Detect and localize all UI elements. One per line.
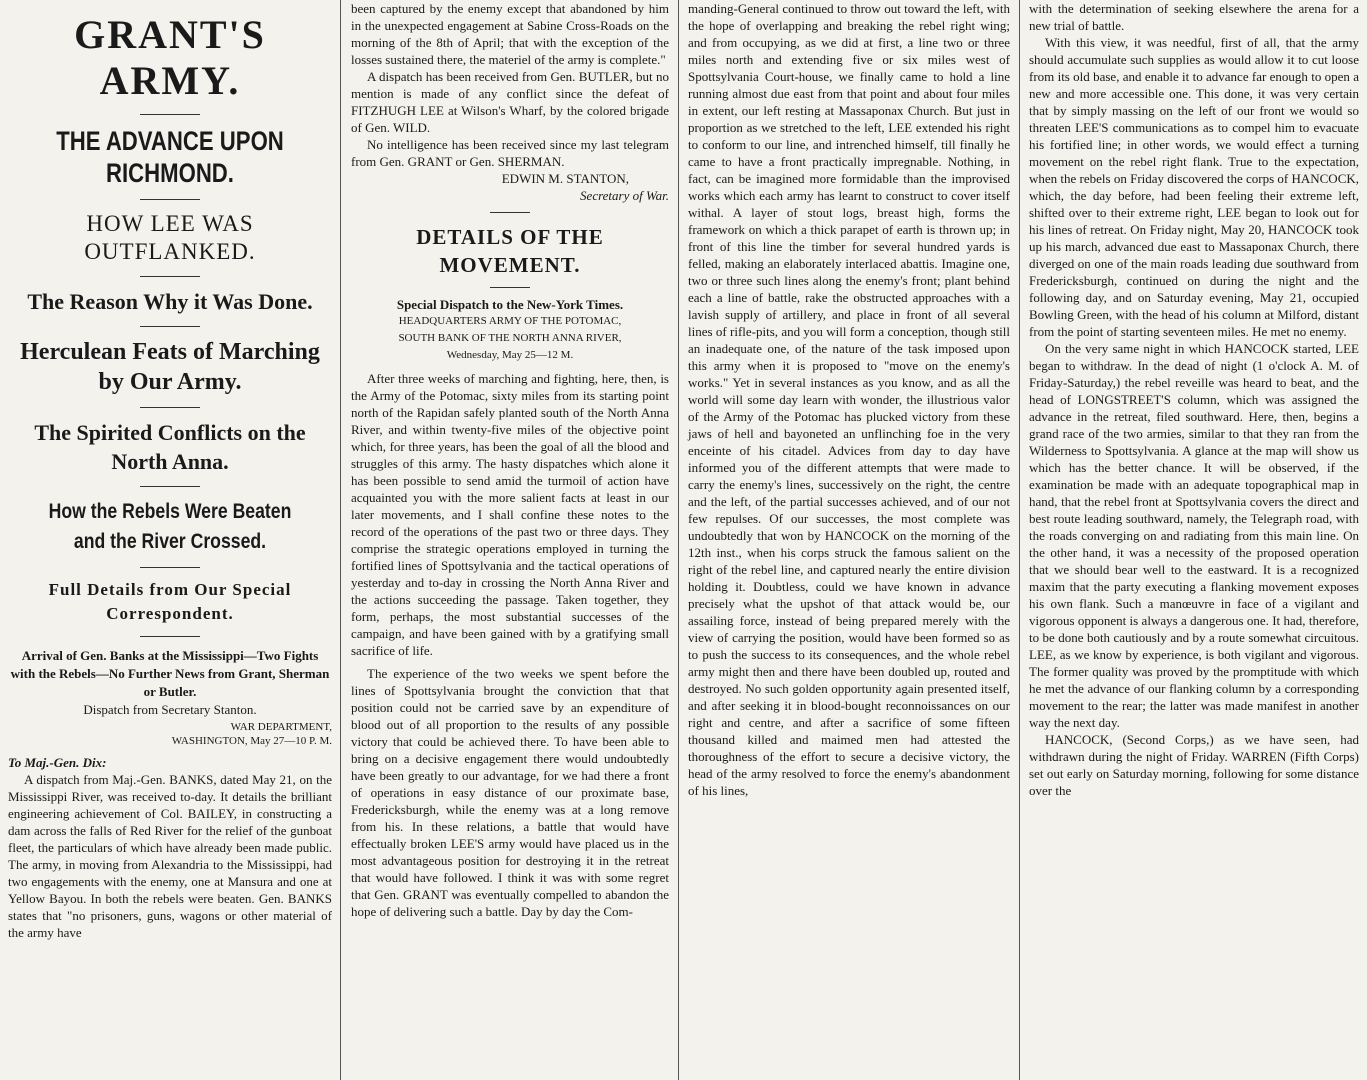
dispatch-from: Dispatch from Secretary Stanton. (83, 702, 257, 717)
article-paragraph-cont: manding-General continued to throw out toward the left, with the hope of overlapping and breaking the rebel right wing; and from occupying, as we did at first, a line two or three miles north and extending five or six miles west of Spottsylvania Court-house, we finally came to hold a line running almost due east from that point and about four miles in extent, our left resting at Massaponax Church. But just in proportion as we stretched to the left, LEE extended his right to conform to our line, and intrenched himself, till finally he came to have a front practically impregnable. Nothing, in fact, can be imagined more formidable than the improvised works which each army has learnt to construct to cover itself withal. A layer of stout logs, breast high, forms the framework on which a thick parapet of earth is thrown up; in front of this line the timber for several hundred yards is felled, making an elaborately interlaced abattis. Imagine one, two or three such lines along the enemy's front; plant behind each a line of battle, rake the obstructed approaches with a lavish supply of artillery, and place in front of all several lines of rifle-pits, and you will form a conception, though still an inadequate one, of the nature of the task imposed upon this army when it is proposed to "move on the enemy's works." Yet in several instances as you know, and as all the world will some day learn with wonder, the illustrious valor of the Army of the Potomac has plucked victory from these jaws of hell and bayoneted an unflinching foe in the very enceinte of his citadel. Advices from day to day have informed you of the different attempts that were made to carry the enemy's lines, successively on the right, the centre and the left, of the partial successes achieved, and of our not few repulses. Of our successes, the most complete was undoubtedly that won by HANCOCK on the morning of the 12th inst., when his corps struck the famous salient on the right of the rebel line, and captured nearly the entire division holding it. Doubtless, could we have known in advance precisely what the upshot of that attack would be, our assailing force, instead of being prepared merely with the view of carrying the position, would have been formed so as to push the success to its consequences, and the whole rebel army might then and there have been doubled up, routed and destroyed. No such golden opportunity again presented itself, and after seeking it in blood-bought reconnoissances on our right and centre, and after a sacrifice of some fifteen thousand killed and maimed men had attested the thoroughness of the effort to secure a decisive victory, the head of the army resolved to force the enemy's abandonment of his lines, (688, 1, 1010, 798)
dispatch-paragraph: A dispatch has been received from Gen. BUTLER, but no mention is made of any conflict since the defeat of FITZHUGH LEE at Wilson's Wharf, by the colored brigade of Gen. WILD. (351, 69, 669, 135)
divider (490, 287, 530, 288)
hq-line: HEADQUARTERS ARMY OF THE POTOMAC, (398, 315, 622, 327)
column-rule (340, 0, 341, 1080)
column-1 (4, 0, 336, 1080)
dispatch-paragraph-cont: been captured by the enemy except that abandoned by him in the unexpected engagement at Sabine Cross-Roads on the morning of the 8th of April; that with the exception of the losses sustained there, the materiel of the army is complete." (351, 1, 669, 67)
dateline (8, 720, 332, 748)
article-paragraph: The experience of the two weeks we spent before the lines of Spottsylvania brought the conviction that that position could not be carried save by an expenditure of blood out of all proportion to the results of any possible victory that could be achieved there. To have been able to bring on a decisive engagement there would undoubtedly have been greatly to our advantage, for we had there a front of operations in easy distance of our proximate base, Fredericksburgh, while the enemy was at a long remove from his. In these relations, a battle that would have effectually broken LEE'S army would have placed us in the most advantageous position for destroying it in the retreat that would have followed. I think it was with some regret that Gen. GRANT was eventually compelled to abandon the hope of delivering such a battle. Day by day the Com- (351, 666, 669, 919)
divider (140, 636, 200, 637)
article-paragraph: HANCOCK, (Second Corps,) as we have seen, had withdrawn during the night of Friday. WARREN (Fifth Corps) set out early on Saturday morning, following for some distance over the (1029, 732, 1359, 798)
column-rule (1019, 0, 1020, 1080)
deck-reason: The Reason Why it Was Done. (27, 289, 313, 314)
hq-line: SOUTH BANK OF THE NORTH ANNA RIVER, (398, 332, 622, 344)
dateline-place: WASHINGTON, May 27—10 P. M. (171, 735, 332, 747)
column-rule (678, 0, 679, 1080)
divider (140, 326, 200, 327)
divider (140, 276, 200, 277)
divider (140, 486, 200, 487)
article-paragraph: After three weeks of marching and fighting, here, then, is the Army of the Potomac, sixty miles from its starting point north of the Rapidan safely planted south of the North Anna River, and within twenty-five miles of the objective point which, for three years, has been the goal of all the blood and struggles of this army. The hasty dispatches which alone it has been possible to send amid the turmoil of action have acquainted you with the more salient facts at least in our later movements, and I shall confine these notes to the record of the operations of the past two or three days. They comprise the strategic operations employed in turning the fortified lines of Spottsylvania and the tactical operations of yesterday and to-day in crossing the North Anna River and the actions succeeding the passage. Taken together, they form, perhaps, the most substantial successes of the campaign, and have been gained with by a gratifying small sacrifice of life. (351, 371, 669, 658)
column-2 (347, 0, 673, 1080)
signature-title: Secretary of War. (580, 188, 669, 203)
article-paragraph-cont: with the determination of seeking elsewhere the arena for a new trial of battle. (1029, 1, 1359, 33)
deck-north-anna: The Spirited Conflicts on the North Anna. (34, 420, 306, 474)
divider (140, 567, 200, 568)
salutation: To Maj.-Gen. Dix: (8, 755, 107, 770)
divider (140, 199, 200, 200)
divider (140, 407, 200, 408)
main-headline: GRANT'S ARMY. (74, 12, 266, 103)
hq-date: Wednesday, May 25—12 M. (446, 349, 574, 361)
deck-full-details: Full Details from Our Special Correspondent. (48, 580, 292, 623)
special-dispatch: Special Dispatch to the New-York Times. (396, 297, 624, 312)
signature: EDWIN M. STANTON, (501, 171, 629, 186)
divider (140, 114, 200, 115)
deck-advance: THE ADVANCE UPON RICHMOND. (56, 126, 284, 188)
section-heading: DETAILS OF THE MOVEMENT. (416, 225, 604, 277)
column-4 (1025, 0, 1363, 1080)
deck-outflanked: HOW LEE WAS OUTFLANKED. (84, 211, 256, 264)
article-paragraph: With this view, it was needful, first of all, that the army should accumulate such supplies as would allow it to cut loose from its old base, and enable it to advance far enough to open a new and more accessible one. This done, it was very certain that by simply massing on the left of our front we would so threaten LEE'S communications as to compel him to evacuate his fortified line; in other words, we would effect a turning movement on the rebel right flank. True to the expectation, when the rebels on Friday discovered the corps of HANCOCK, which, the day before, had been feeling their extreme left, shifted over to their extreme right, LEE began to look out for his lines of retreat. On Friday night, May 20, HANCOCK took up his march, advanced due east to Massaponax Church, there diverged on one of the main roads leading due southward from Fredericksburgh, continued on during the night and the following day, and on Saturday evening, May 21, occupied Bowling Green, with the head of his column at Milford, distant from the point of starting seventeen miles. He met no enemy. (1029, 35, 1359, 339)
column-3 (684, 0, 1014, 1080)
dispatch-subhead: Arrival of Gen. Banks at the Mississippi—Two Fights with the Rebels—No Further News from Grant, Sherman or Butler. (10, 648, 330, 699)
article-paragraph: On the very same night in which HANCOCK started, LEE began to withdraw. In the dead of night (1 o'clock A. M. of Friday-Saturday,) the rebel reveille was heard to beat, and the head of LONGSTREET'S column, which was assigned the advance in the retreat, filed southward. Here, then, begins a grand race of the two armies, similar to that they ran from the Wilderness to Spottsylvania. A glance at the map will show us which has the better chance. It will be observed, if the examination be made with an adequate topographical map in hand, that the rebel front at Spottsylvania covers the direct and best route leading southward, namely, the Telegraph road, with the roads converging on and radiating from this main line. On the other hand, it was a necessity of the proposed operation that we should bear well to the eastward. It is a recognized maxim that the party executing a flanking movement exposes his own flank. Such a manœuvre in face of a vigilant and vigorous opponent is always a dangerous one. It had, therefore, to be done both cautiously and by a route somewhat circuitous. LEE, as we know by experience, is both vigilant and vigorous. The former quality was proved by the promptitude with which he met the advance of our flanking column by a corresponding movement to the rear; the latter was made manifest in another way the next day. (1029, 341, 1359, 730)
divider (490, 212, 530, 213)
dispatch-paragraph: A dispatch from Maj.-Gen. BANKS, dated May 21, on the Mississippi River, was received to-day. It details the brilliant engineering achievement of Col. BAILEY, in constructing a dam across the falls of Red River for the relief of the gunboat fleet, the particulars of which have already been made public. The army, in moving from Alexandria to the Mississippi, had two engagements with the enemy, one at Mansura and one at Yellow Bayou. In both the rebels were beaten. Gen. BANKS states that "no prisoners, guns, wagons or other material of the army have (8, 772, 332, 940)
deck-river-crossed: How the Rebels Were Beaten and the River Crossed. (48, 500, 292, 553)
dispatch-paragraph: No intelligence has been received since my last telegram from Gen. GRANT or Gen. SHERMAN. (351, 137, 669, 169)
dateline-office: WAR DEPARTMENT, (230, 721, 332, 733)
deck-marching: Herculean Feats of Marching by Our Army. (20, 339, 320, 395)
